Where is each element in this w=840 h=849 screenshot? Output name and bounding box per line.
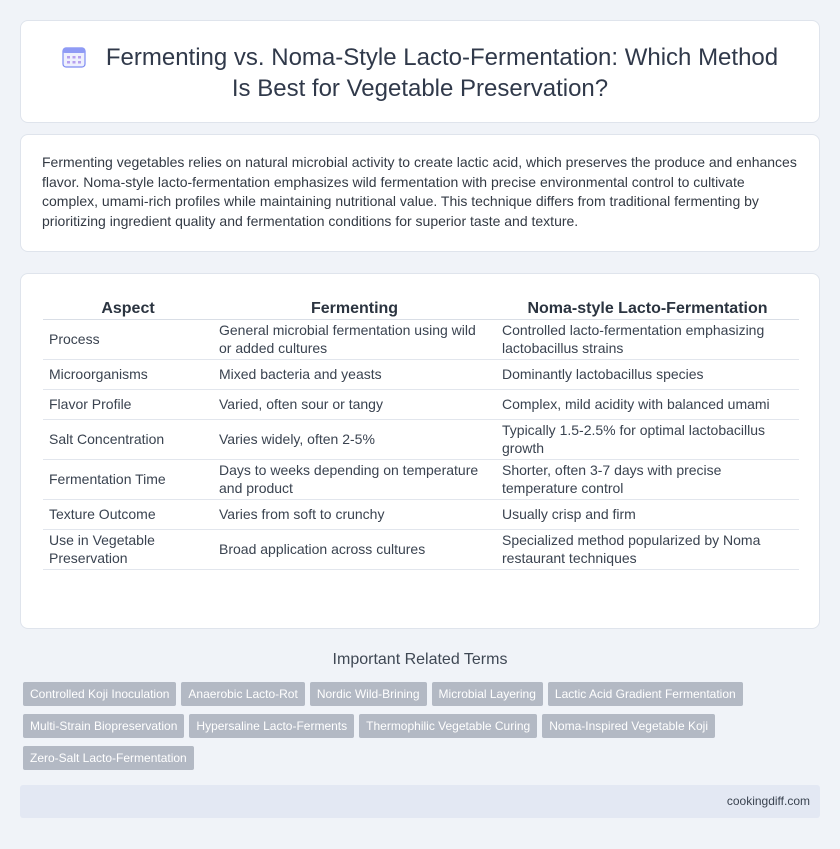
calendar-icon — [62, 46, 86, 68]
cell-noma: Shorter, often 3-7 days with precise temperature control — [496, 459, 799, 499]
page-title-text: Fermenting vs. Noma-Style Lacto-Fermentation: Which Method Is Best for Vegetable Preservation? — [105, 44, 779, 102]
table-row — [43, 419, 799, 459]
cell-fermenting: General microbial fermentation using wild or added cultures — [213, 319, 496, 359]
footer-site-link[interactable]: cookingdiff.com — [726, 794, 810, 808]
cell-aspect: Process — [43, 319, 213, 359]
cell-noma: Typically 1.5-2.5% for optimal lactobacillus growth — [496, 419, 799, 459]
related-term-tag[interactable]: Noma-Inspired Vegetable Koji — [542, 714, 715, 738]
related-terms-list — [23, 682, 783, 778]
table-row — [43, 499, 799, 529]
table-row — [43, 459, 799, 499]
related-term-tag[interactable]: Microbial Layering — [432, 682, 543, 706]
cell-noma: Dominantly lactobacillus species — [496, 359, 799, 389]
footer — [20, 785, 820, 818]
header-fermenting: Fermenting — [213, 296, 496, 319]
page-title — [51, 42, 789, 104]
cell-aspect: Microorganisms — [43, 359, 213, 389]
table-row — [43, 389, 799, 419]
related-term-tag[interactable]: Lactic Acid Gradient Fermentation — [548, 682, 743, 706]
cell-noma: Controlled lacto-fermentation emphasizing lactobacillus strains — [496, 319, 799, 359]
cell-fermenting: Varies from soft to crunchy — [213, 499, 496, 529]
cell-aspect: Fermentation Time — [43, 459, 213, 499]
related-term-tag[interactable]: Thermophilic Vegetable Curing — [359, 714, 537, 738]
related-term-tag[interactable]: Anaerobic Lacto-Rot — [181, 682, 304, 706]
table-row — [43, 319, 799, 359]
comparison-table — [43, 296, 799, 570]
cell-fermenting: Broad application across cultures — [213, 529, 496, 569]
related-term-tag[interactable]: Controlled Koji Inoculation — [23, 682, 176, 706]
header-noma: Noma-style Lacto-Fermentation — [496, 296, 799, 319]
cell-fermenting: Days to weeks depending on temperature and product — [213, 459, 496, 499]
cell-fermenting: Mixed bacteria and yeasts — [213, 359, 496, 389]
table-row — [43, 359, 799, 389]
table-header-row — [43, 296, 799, 319]
cell-aspect: Salt Concentration — [43, 419, 213, 459]
cell-aspect: Texture Outcome — [43, 499, 213, 529]
header-aspect: Aspect — [43, 296, 213, 319]
title-wrap — [51, 42, 789, 104]
cell-aspect: Flavor Profile — [43, 389, 213, 419]
cell-fermenting: Varies widely, often 2-5% — [213, 419, 496, 459]
cell-noma: Complex, mild acidity with balanced umami — [496, 389, 799, 419]
intro-paragraph: Fermenting vegetables relies on natural microbial activity to create lactic acid, which preserves the produce and enhances flavor. Noma-style lacto-fermentation emphasizes wild fermentation with precise environmental control to cultivate complex, umami-rich profiles while maintaining nutritional value. This technique differs from traditional fermenting by prioritizing ingredient quality and fermentation conditions for superior taste and texture. — [42, 154, 797, 229]
related-term-tag[interactable]: Zero-Salt Lacto-Fermentation — [23, 746, 194, 770]
intro-card — [20, 134, 820, 252]
related-terms-title: Important Related Terms — [332, 651, 508, 668]
related-term-tag[interactable]: Multi-Strain Biopreservation — [23, 714, 184, 738]
cell-aspect: Use in Vegetable Preservation — [43, 529, 213, 569]
header-card — [20, 20, 820, 123]
table-row — [43, 529, 799, 569]
related-term-tag[interactable]: Hypersaline Lacto-Ferments — [189, 714, 354, 738]
comparison-card — [20, 273, 820, 629]
related-term-tag[interactable]: Nordic Wild-Brining — [310, 682, 427, 706]
cell-noma: Usually crisp and firm — [496, 499, 799, 529]
cell-fermenting: Varied, often sour or tangy — [213, 389, 496, 419]
cell-noma: Specialized method popularized by Noma restaurant techniques — [496, 529, 799, 569]
